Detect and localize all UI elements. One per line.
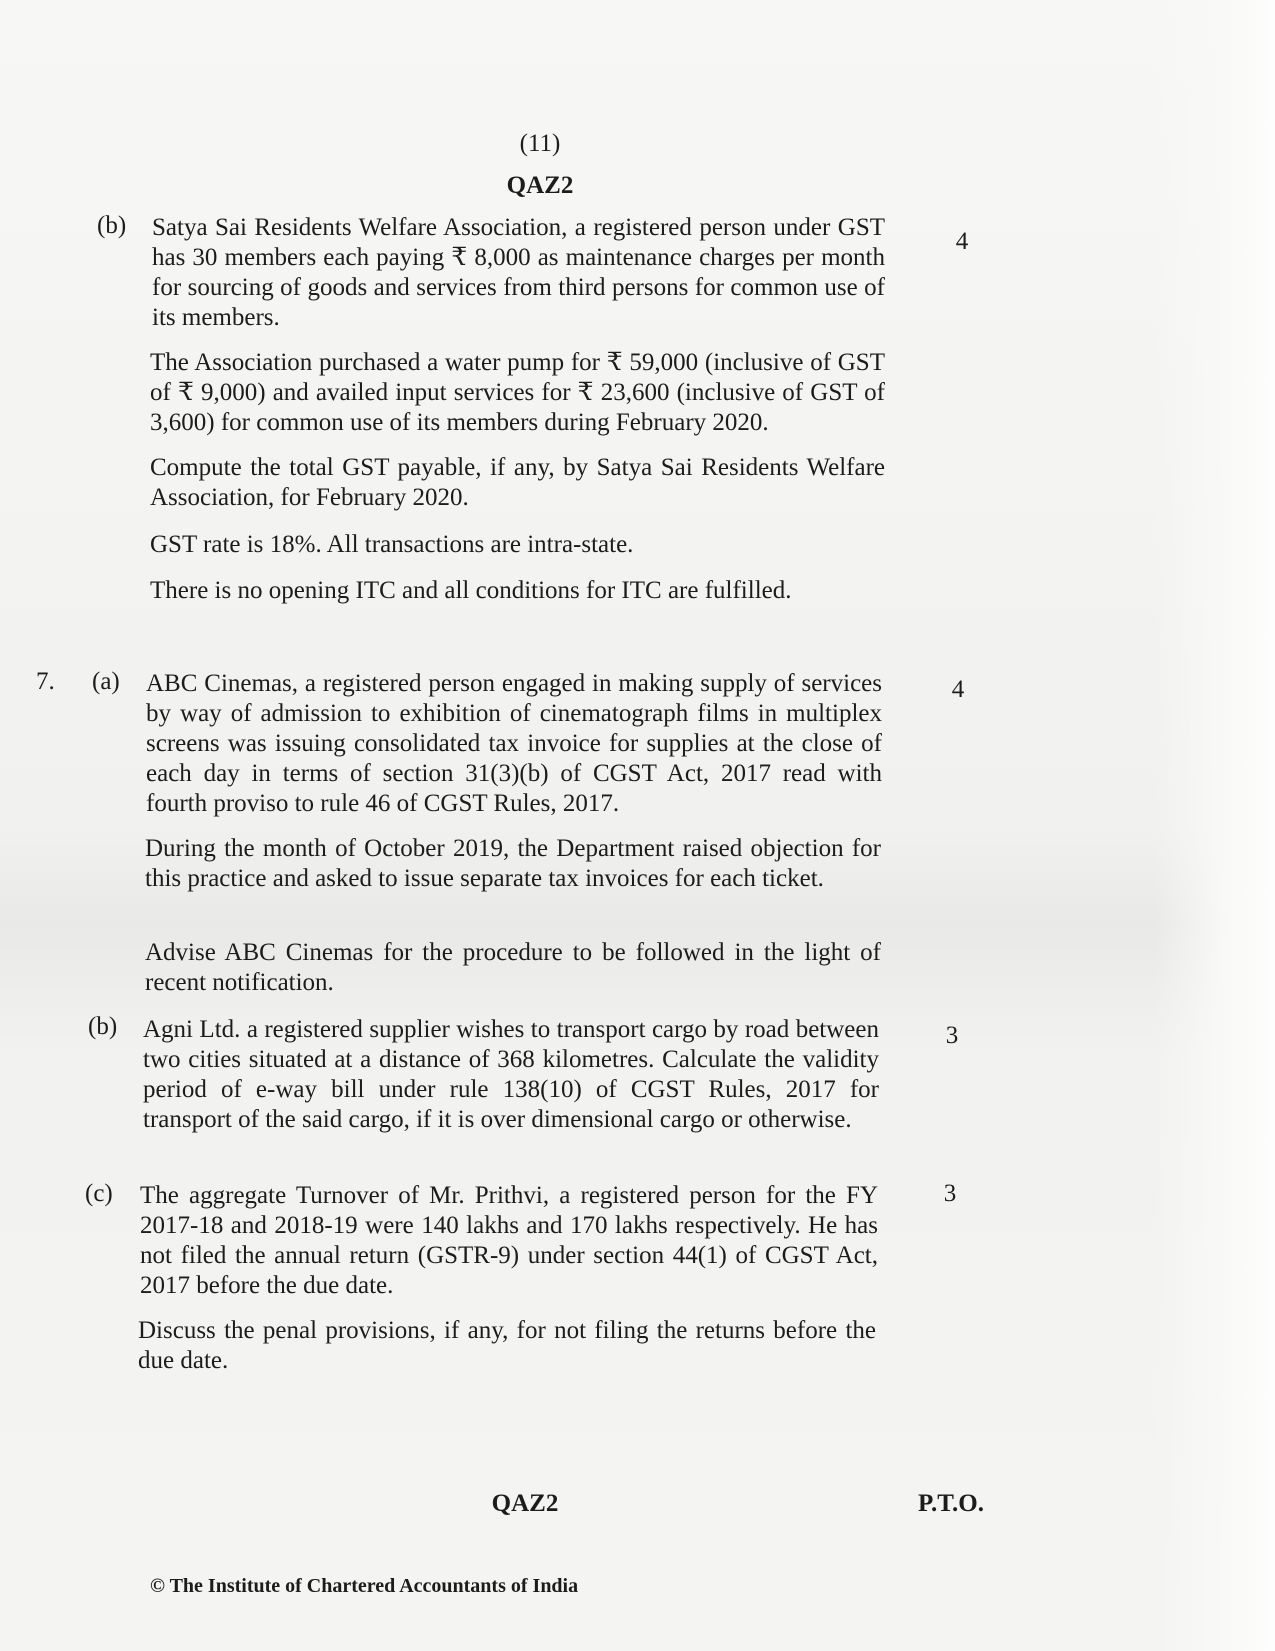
q7a-label: (a)	[92, 668, 120, 695]
q7a-marks: 4	[951, 676, 965, 703]
q7c-marks: 3	[943, 1180, 957, 1207]
q7c-para-2: Discuss the penal provisions, if any, for not filing the returns before the due date.	[138, 1317, 876, 1374]
copyright-notice: © The Institute of Chartered Accountants of India	[150, 1575, 579, 1597]
q6b-para-2: The Association purchased a water pump for ₹ 59,000 (inclusive of GST of ₹ 9,000) and availed input services for ₹ 23,600 (inclusive of GST of 3,600) for common use of its members during February 2020.	[150, 349, 885, 436]
q6b-para-3: Compute the total GST payable, if any, by Satya Sai Residents Welfare Association, for February 2020.	[150, 454, 885, 511]
q7-number: 7.	[36, 668, 55, 695]
q7b-para-1: Agni Ltd. a registered supplier wishes to transport cargo by road between two cities situated at a distance of 368 kilometres. Calculate the validity period of e-way bill under rule 138(10) of CGST Rules, 2017 for transport of the said cargo, if it is over dimensional cargo or otherwise.	[143, 1016, 879, 1133]
q6b-para-1: Satya Sai Residents Welfare Association, a registered person under GST has 30 members each paying ₹ 8,000 as maintenance charges per month for sourcing of goods and services from third persons for common use of its members.	[152, 214, 885, 331]
q7c-para-1: The aggregate Turnover of Mr. Prithvi, a registered person for the FY 2017-18 and 2018-19 were 140 lakhs and 170 lakhs respectively. He has not filed the annual return (GSTR-9) under section 44(1) of CGST Act, 2017 before the due date.	[140, 1182, 878, 1299]
q6b-label: (b)	[97, 212, 127, 239]
q7c-label: (c)	[85, 1180, 113, 1207]
q6b-para-4: GST rate is 18%. All transactions are intra-state.	[150, 531, 634, 558]
q6b-para-5: There is no opening ITC and all conditions for ITC are fulfilled.	[150, 577, 792, 604]
paper-code-header: QAZ2	[506, 172, 574, 199]
page-edge-shadow	[1155, 0, 1275, 1651]
pto-label: P.T.O.	[918, 1490, 984, 1517]
q7b-label: (b)	[88, 1013, 118, 1040]
q7a-para-2: During the month of October 2019, the Department raised objection for this practice and asked to issue separate tax invoices for each ticket.	[145, 835, 881, 892]
paper-code-footer: QAZ2	[491, 1490, 559, 1517]
q7a-para-3: Advise ABC Cinemas for the procedure to be followed in the light of recent notification.	[145, 939, 881, 996]
q6b-marks: 4	[955, 228, 969, 255]
q7b-marks: 3	[945, 1022, 959, 1049]
page-number: (11)	[519, 130, 561, 157]
q7a-para-1: ABC Cinemas, a registered person engaged in making supply of services by way of admission to exhibition of cinematograph films in multiplex screens was issuing consolidated tax invoice for supplies at the close of each day in terms of section 31(3)(b) of CGST Act, 2017 read with fourth proviso to rule 46 of CGST Rules, 2017.	[146, 670, 882, 817]
